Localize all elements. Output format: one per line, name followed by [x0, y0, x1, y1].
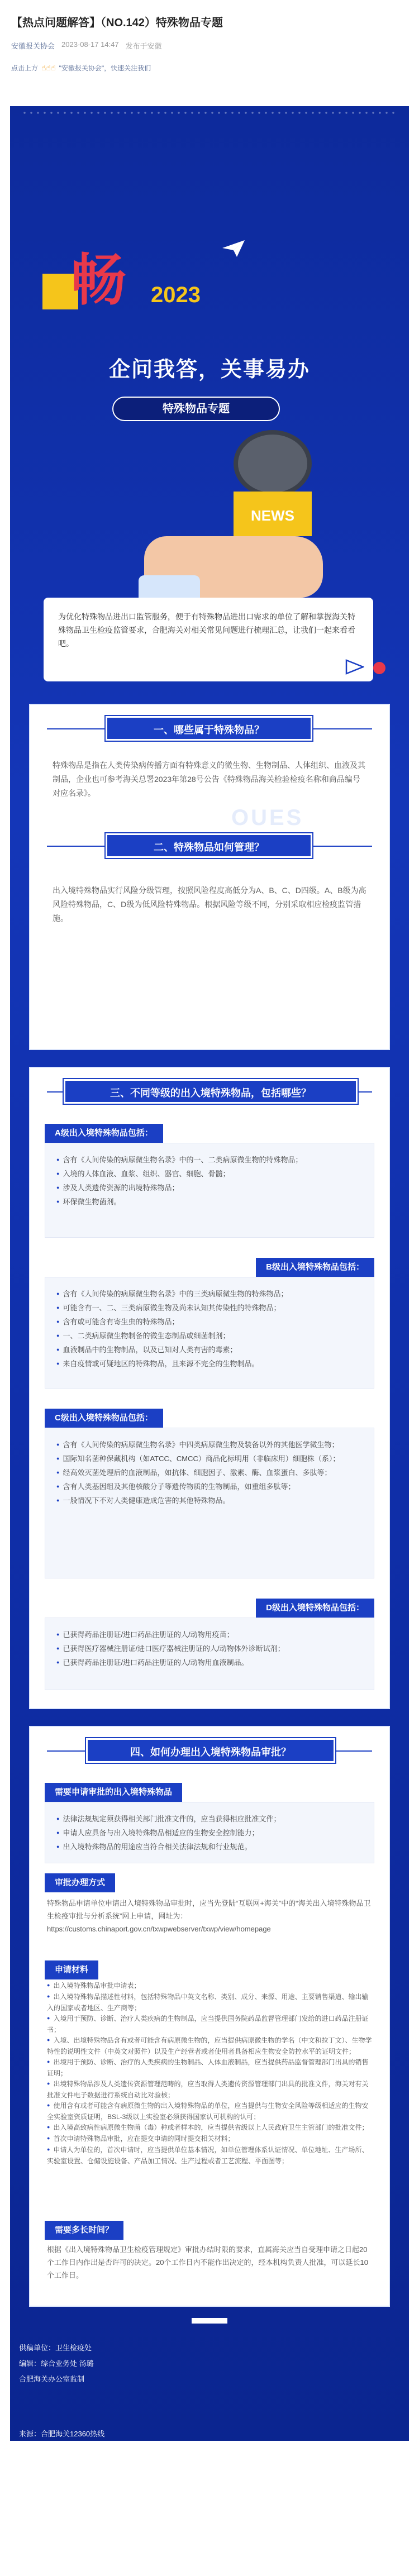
- hero-year: 2023: [151, 283, 201, 307]
- docs-item: ● 入境、出境特殊物品含有或者可能含有病原微生物的，应当提供病原微生物的学名（中文和拉丁文）、生物学特性的说明性文件（中英文对照件）以及生产经营者或者使用者具备相应生物安全防控水平的证明文件；: [47, 2035, 372, 2057]
- docs-heading: 申请材料: [45, 1960, 98, 1979]
- docs-item: ● 出入境特殊物品审批申请表；: [47, 1981, 372, 1992]
- docs-item: ● 出境用于预防、诊断、治疗的人类疾病的生物制品、人体血液制品，应当提供药品监督管理部门出具的销售证明；: [47, 2057, 372, 2079]
- credit-line: 编辑：综合业务处 汤璐: [19, 2359, 94, 2368]
- level-b-item: ● 可能含有一、二、三类病原微生物及尚未认知其传染性的特殊物品；: [56, 1301, 363, 1315]
- docs-item: ● 首次申请特殊物品审批，应在提交申请的同时提交相关材料；: [47, 2134, 372, 2145]
- credit-line: 合肥海关办公室监制: [19, 2375, 85, 2383]
- level-d-list: [45, 1618, 374, 1690]
- intro-text: 为优化特殊物品进出口监管服务，便于有特殊物品进出口需求的单位了解和掌握海关特殊物品卫生检疫监管要求，合肥海关对相关常见问题进行梳理汇总，让我们一起来看看吧。: [58, 612, 355, 648]
- article-meta: [11, 40, 408, 51]
- apply-heading: 需要申请审批的出入境特殊物品: [45, 1783, 182, 1802]
- credit-line: 供稿单位：卫生检疫处: [19, 2344, 92, 2352]
- section-2-heading: 二、特殊物品如何管理？: [106, 833, 312, 858]
- publish-datetime: 2023-08-17 14:47: [61, 40, 119, 49]
- how-heading: 审批办理方式: [45, 1873, 115, 1892]
- bottom-bar-decoration: [192, 2318, 227, 2324]
- section-1-2-box: [29, 704, 390, 1050]
- level-c-item: ● 国际知名菌种保藏机构（如ATCC、CMCC）商品化标明用（非临床用）细胞株（系）；: [56, 1452, 363, 1466]
- level-c-item: ● 含有人类基因组及其他核酸分子等遗传物质的生物制品，如重组多肽等；: [56, 1480, 363, 1494]
- time-text: 根据《出入境特殊物品卫生检疫管理规定》审批办结时限的要求，直属海关应当自受理申请之日起20个工作日内作出是否许可的决定。20个工作日内不能作出决定的，经本机构负责人批准，可以延长10个工作日。: [47, 2245, 368, 2279]
- level-b-item: ● 含有或可能含有寄生虫的特殊物品；: [56, 1315, 363, 1329]
- level-d-item: ● 已获得药品注册证/进口药品注册证的人/动物用血液制品。: [56, 1656, 363, 1670]
- paper-plane-icon: [222, 240, 245, 257]
- apply-list: [45, 1802, 374, 1863]
- level-b-item: ● 血液制品中的生物制品，以及已知对人类有害的毒素；: [56, 1343, 363, 1357]
- account-link[interactable]: 安徽报关协会: [11, 42, 55, 50]
- docs-item: ● 出境特殊物品涉及人类遗传资源管理范畴的，应当取得人类遗传资源管理部门出具的批准文件，海关对有关批准文件电子数据进行系统自动比对验核；: [47, 2079, 372, 2101]
- triangle-icon: [345, 659, 364, 675]
- section-4-box: [29, 1726, 390, 2307]
- publish-location: 发布于安徽: [125, 42, 162, 50]
- section-3-box: [29, 1067, 390, 1709]
- section-2-text: 出入境特殊物品实行风险分级管理，按照风险程度高低分为A、B、C、D四级。A、B级为高风险特殊物品，C、D级为低风险特殊物品。根据风险等级不同，分别采取相应检疫监管措施。: [53, 886, 366, 923]
- time-heading: 需要多长时间？: [45, 2221, 123, 2240]
- docs-item: ● 出入境高致病性病原微生物菌（毒）种或者样本的，应当提供省级以上人民政府卫生主管部门的批准文件；: [47, 2122, 372, 2134]
- level-a-heading: A级出入境特殊物品包括：: [45, 1124, 163, 1143]
- article-header: [0, 0, 419, 106]
- article-title: 【热点问题解答】（NO.142）特殊物品专题: [11, 17, 223, 29]
- level-b-item: ● 含有《人间传染的病原微生物名录》中的三类病原微生物的特殊物品；: [56, 1287, 363, 1301]
- how-text: 特殊物品申请单位申请出入境特殊物品审批时，应当先登陆“互联网+海关”中的“海关出入境特殊物品卫生检疫审批与分析系统”网上申请，网址为：https://customs.chinaport.gov.cn/txwpwebserver/txwp/view/homepage: [47, 1899, 371, 1933]
- docs-item: ● 使用含有或者可能含有病原微生物的出入境特殊物品的单位，应当提供与生物安全风险等级相适应的生物安全实验室资质证明，BSL-3级以上实验室必须获得国家认可机构的认可；: [47, 2101, 372, 2122]
- watermark-text: OUES: [231, 805, 304, 830]
- docs-item: ● 入境用于预防、诊断、治疗人类疾病的生物制品，应当提供国务院药品监督管理部门发给的进口药品注册证书；: [47, 2014, 372, 2035]
- level-a-item: ● 环保微生物菌剂。: [56, 1195, 363, 1209]
- level-b-item: ● 一、二类病原微生物制备的微生态制品或细菌制剂；: [56, 1329, 363, 1343]
- level-a-list: [45, 1143, 374, 1238]
- hero-chang-character: 畅: [70, 247, 126, 313]
- promo-link[interactable]: "安徽报关协会"，快速关注我们: [59, 64, 151, 72]
- section-3-heading: 三、不同等级的出入境特殊物品，包括哪些？: [64, 1079, 358, 1104]
- pointing-hand-icon: ☝☝☝: [41, 63, 56, 72]
- docs-item: ● 出入境特殊物品描述性材料，包括特殊物品中英文名称、类别、成分、来源、用途、主要销售渠道、输出输入的国家或者地区、生产商等；: [47, 1992, 372, 2014]
- level-c-heading: C级出入境特殊物品包括：: [45, 1409, 163, 1428]
- apply-item: ● 申请人应具备与出入境特殊物品相适应的生物安全控制能力；: [56, 1826, 363, 1840]
- level-c-list: [45, 1428, 374, 1578]
- level-c-item: ● 经高效灭菌处理后的血液制品，如抗体、细胞因子、激素、酶、血浆蛋白、多肽等；: [56, 1466, 363, 1480]
- level-d-item: ● 已获得医疗器械注册证/进口医疗器械注册证的人/动物体外诊断试剂；: [56, 1642, 363, 1656]
- level-a-item: ● 含有《人间传染的病原微生物名录》中的一、二类病原微生物的特殊物品；: [56, 1153, 363, 1167]
- apply-item: ● 法律法规规定须获得相关部门批准文件的，应当获得相应批准文件；: [56, 1812, 363, 1826]
- topic-pill: 特殊物品专题: [112, 397, 280, 421]
- apply-item: ● 出入境特殊物品的用途应当符合相关法律法规和行业规范。: [56, 1840, 363, 1854]
- level-b-list: [45, 1277, 374, 1389]
- level-b-heading: B级出入境特殊物品包括：: [256, 1258, 374, 1277]
- level-a-item: ● 涉及人类遗传资源的出境特殊物品；: [56, 1181, 363, 1195]
- level-d-heading: D级出入境特殊物品包括：: [256, 1599, 374, 1618]
- section-1-heading: 一、哪些属于特殊物品？: [106, 716, 312, 741]
- section-1-text: 特殊物品是指在人类传染病传播方面有特殊意义的微生物、生物制品、人体组织、血液及其制品，企业也可参考海关总署2023年第28号公告《特殊物品海关检验检疫名称和商品编号对应名录》。: [53, 761, 365, 798]
- level-b-item: ● 来自疫情或可疑地区的特殊物品，且来源不完全的生物制品。: [56, 1357, 363, 1371]
- news-label: NEWS: [251, 507, 294, 524]
- level-d-item: ● 已获得药品注册证/进口药品注册证的人/动物用疫苗；: [56, 1628, 363, 1642]
- docs-list: [47, 1981, 372, 2167]
- level-c-item: ● 一般情况下不对人类健康造成危害的其他特殊物品。: [56, 1494, 363, 1508]
- level-a-item: ● 入境的人体血液、血浆、组织、器官、细胞、骨髓；: [56, 1167, 363, 1181]
- docs-item: ● 申请人为单位的，首次申请时，应当提供单位基本情况，如单位管理体系认证情况、单位地址、生产场所、实验室设置、仓储设施设备、产品加工情况、生产过程或者工艺流程、平面图等；: [47, 2145, 372, 2167]
- poster-image: [10, 106, 409, 2441]
- level-c-item: ● 含有《人间传染的病原微生物名录》中四类病原微生物及装备以外的其他医学微生物；: [56, 1438, 363, 1452]
- promo-prefix: 点击上方: [11, 64, 39, 72]
- red-ball-decoration: [373, 662, 385, 674]
- intro-card: [44, 598, 373, 681]
- credits-footer: [10, 2340, 409, 2441]
- follow-promo[interactable]: [11, 63, 408, 73]
- source-line: 来源：合肥海关12360热线: [19, 2430, 105, 2438]
- hero-slogan: 企问我答，关事易办: [108, 358, 310, 381]
- section-4-heading: 四、如何办理出入境特殊物品审批？: [86, 1738, 335, 1763]
